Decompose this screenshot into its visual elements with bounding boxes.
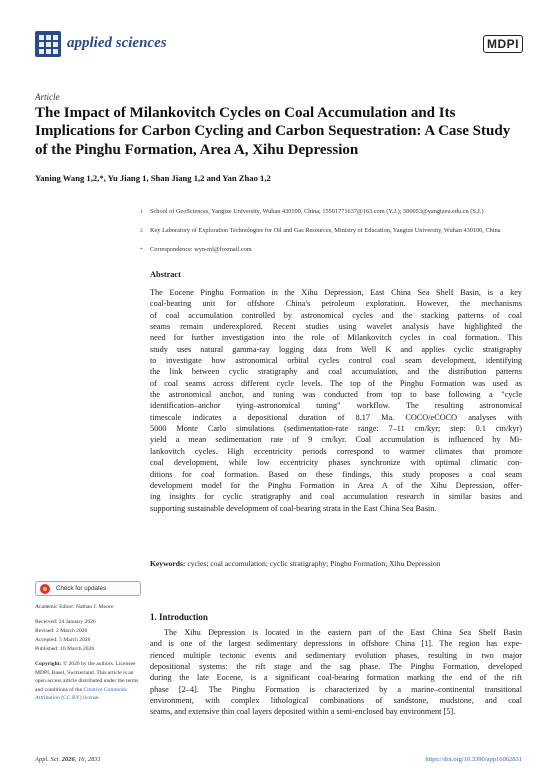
abstract-body	[150, 287, 522, 514]
introduction-body	[150, 627, 522, 718]
affiliation-marker: 1	[140, 209, 143, 215]
abstract-line: of coal accumulation controlled by astronomical cycles and the stacking patterns of coal	[150, 310, 522, 320]
footer-volume: , 16, 2831	[74, 756, 101, 763]
academic-editor: Academic Editor: Nathan J. Moore	[35, 604, 114, 610]
affiliation-marker: 2	[140, 228, 143, 234]
journal-name: applied sciences	[67, 35, 167, 51]
abstract-line: coal-bearing unit for offshore China's petroleum exploration. However, the mechanisms	[150, 299, 522, 309]
abstract-line: 5000 Monte Carlo simulations (sedimentation-rate range: 7–11 cm/kyr; step: 0.1 cm/kyr)	[150, 424, 522, 434]
copyright-text: © 2026 by the authors. Licensee MDPI, Basel, Switzerland. This article is an open access article distributed under the terms and conditions of the	[35, 661, 139, 693]
abstract-line: ditions for coal formation. Based on these findings, this study proposes a coal seam	[150, 469, 522, 479]
abstract-line: The Eocene Pinghu Formation in the Xihu Depression, East China Sea Shelf Basin, is a key	[150, 288, 522, 297]
date-received: Received: 24 January 2026	[35, 619, 96, 625]
journal-logo-icon	[35, 31, 61, 57]
correspondence	[140, 246, 520, 255]
intro-line: phase [2–4]. The Pinghu Formation is characterized by a marine–continental transitional	[150, 684, 522, 694]
abstract-line: lankovitch cycles. High eccentricity periods correspond to warmer climates that promote	[150, 446, 522, 456]
affiliation-text: Key Laboratory of Exploration Technologies for Oil and Gas Resources, Ministry of Education, Yangtze University, Wuhan 430100, China	[150, 227, 501, 234]
keywords-text: cycles; coal accumulation; cyclic stratigraphy; Pinghu Formation; Xihu Depression	[187, 559, 441, 568]
footer-journal-name: Appl. Sci.	[35, 756, 61, 763]
abstract-line: the link between cyclic stratigraphy and coal accumulation, and the distribution patterns	[150, 367, 522, 377]
intro-line: depositional systems: the rift stage and the sag phase. The Pinghu Formation, developed	[150, 662, 522, 672]
affiliation-marker: *	[140, 247, 143, 253]
intro-line: environment, with complex lithological combinations of sandstone, mudstone, and coal	[150, 696, 522, 706]
intro-line: seams, and extensive thin coal layers deposited within a semi-enclosed bay environment [5].	[150, 707, 456, 717]
article-title: The Impact of Milankovitch Cycles on Coal Accumulation and Its Implications for Carbon Cycling and Carbon Sequestration: A Case Study of the Pinghu Formation, Area A, Xihu Depression	[35, 105, 511, 158]
introduction-heading: 1. Introduction	[150, 612, 208, 622]
abstract-line: yield a mean sedimentation rate of 9 cm/kyr. Coal accumulation is influenced by Mi-	[150, 435, 522, 445]
abstract-line: need for further investigation into the role of Milankovitch cycles in coal formation. This	[150, 333, 522, 343]
author-list: Yaning Wang 1,2,*, Yu Jiang 1, Shan Jiang 1,2 and Yan Zhao 1,2	[35, 173, 271, 183]
abstract-line: of coal seams across different cycle levels. The top of the Pinghu Formation was used as	[150, 378, 522, 388]
abstract-line: the astronomical anchor, and tuning was conducted from top to base following a "cycle	[150, 390, 522, 400]
publisher-logo[interactable]: MDPI	[483, 35, 523, 53]
abstract-line: seams remain underexplored. Recent studies using wavelet analysis have highlighted the	[150, 322, 522, 332]
abstract-line: coal development, while low eccentricity phases synchronize with optimal climatic con-	[150, 458, 522, 468]
abstract-heading: Abstract	[150, 270, 181, 279]
correspondence-text[interactable]: Correspondence: wyn-ml@foxmail.com	[150, 246, 252, 253]
doi-link[interactable]: https://doi.org/10.3390/app16062831	[425, 756, 522, 763]
intro-line: rienced multiple tectonic events and sedimentary evolution phases, resulting in two major	[150, 650, 522, 660]
abstract-line: development model for the Pinghu Formation in Area A of the Xihu Depression, offer-	[150, 480, 522, 490]
keywords-label: Keywords:	[150, 559, 186, 568]
abstract-line: identification–anchor tying–astronomical tuning" workflow. The resulting astronomical	[150, 401, 522, 411]
intro-line: and is one of the largest sedimentary depressions in offshore China [1]. The region has expe-	[150, 639, 522, 649]
date-accepted: Accepted: 5 March 2026	[35, 637, 91, 643]
abstract-line: timescale indicates a depositional duration of 8.17 Ma. COCO/eCOCO analyses with	[150, 412, 522, 422]
date-published: Published: 16 March 2026	[35, 646, 95, 652]
affiliation-1	[140, 208, 520, 217]
affiliation-text: School of GeoSciences, Yangtze University, Wuhan 430100, China; 15501771637@163.com (Y.J.); 500053@yangtzeu.edu.cn (S.J.)	[150, 208, 484, 215]
footer-year: 2026	[61, 756, 75, 763]
affiliation-2	[140, 227, 520, 236]
check-updates-icon	[40, 584, 50, 594]
date-revised: Revised: 2 March 2026	[35, 628, 88, 634]
copyright-notice	[35, 660, 143, 703]
license-link[interactable]: Creative Commons Attribution (CC BY) license.	[35, 686, 127, 702]
abstract-line: ing insights for cyclic stratigraphy and coal accumulation research in similar basins and	[150, 492, 522, 502]
abstract-line: study uses natural gamma-ray logging data from Well K and applies cyclic stratigraphy	[150, 344, 522, 354]
keywords	[150, 559, 525, 568]
abstract-line: supporting sustainable development of coal-bearing strata in the East China Sea Basin.	[150, 503, 437, 513]
check-for-updates-button[interactable]	[35, 581, 141, 596]
copyright-label: Copyright:	[35, 661, 62, 667]
abstract-line: to investigate how astronomical orbital cycles control coal seam development, identifying	[150, 356, 522, 366]
footer-citation	[35, 756, 101, 763]
check-updates-label: Check for updates	[56, 585, 107, 592]
intro-line: The Xihu Depression is located in the eastern part of the East China Sea Shelf Basin	[164, 628, 522, 637]
intro-line: during the late Eocene, is a significant coal-bearing formation marking the end of the rift	[150, 673, 522, 683]
article-type: Article	[35, 92, 60, 102]
